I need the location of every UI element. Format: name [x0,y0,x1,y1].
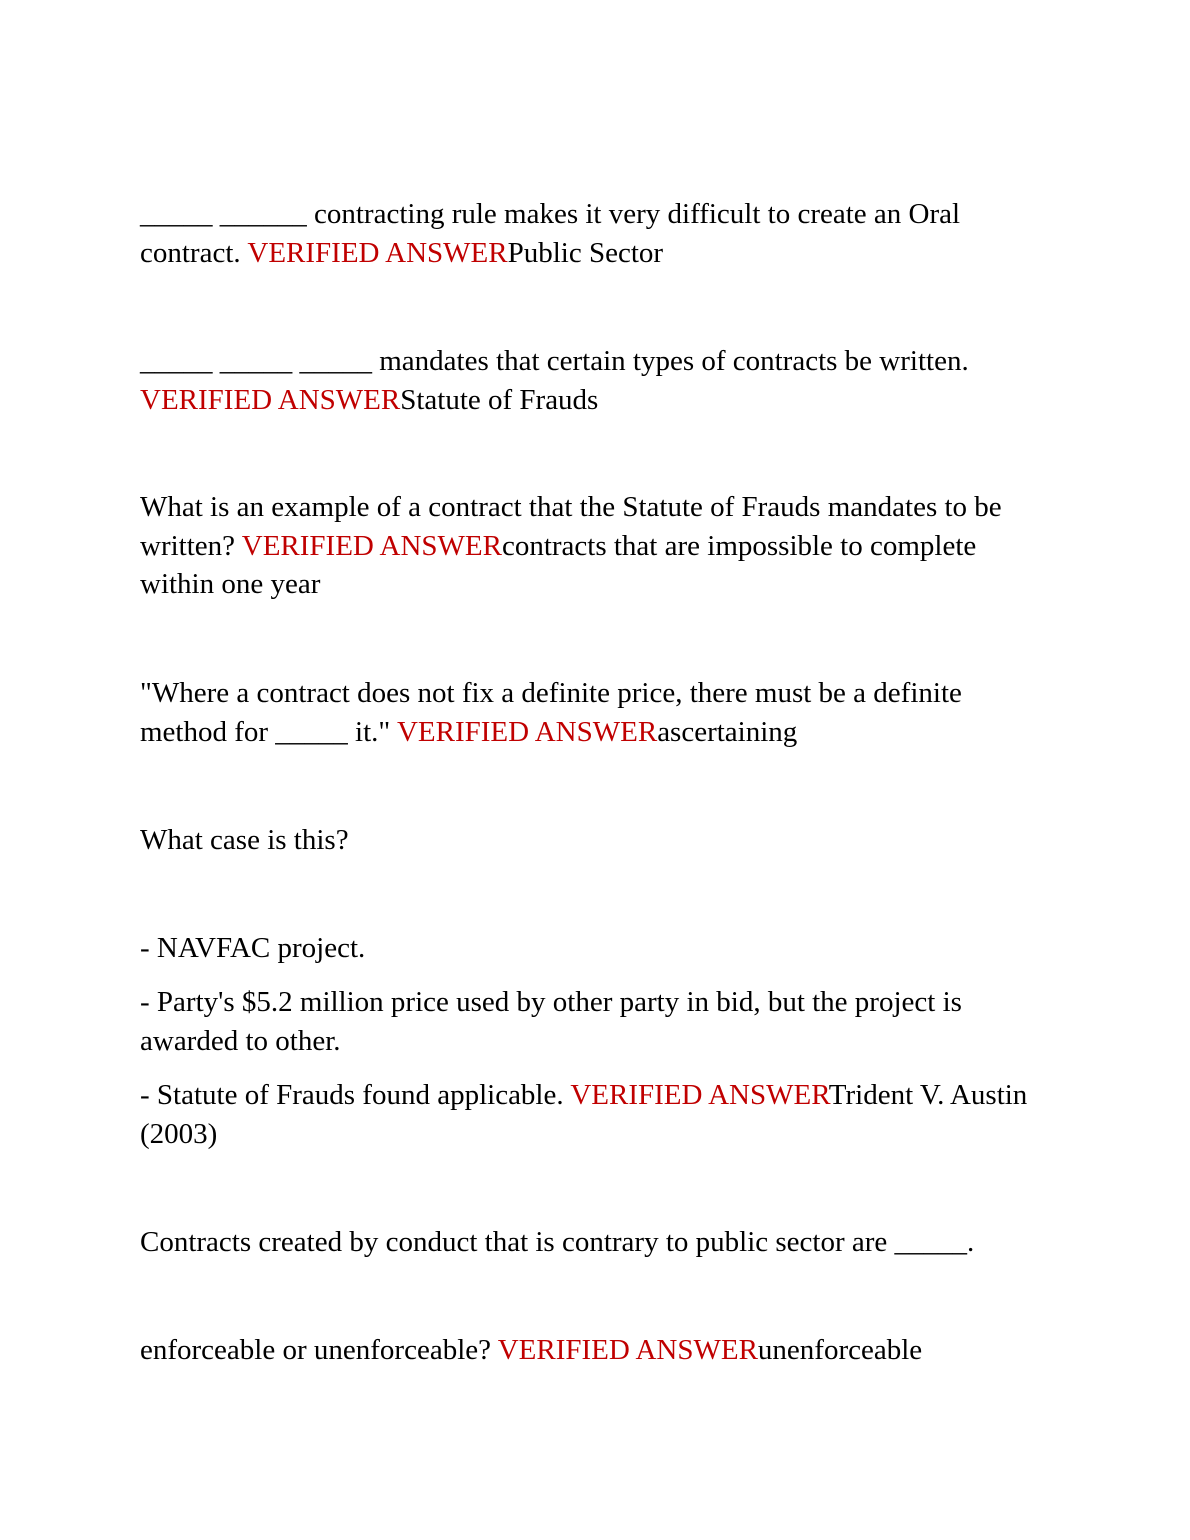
answer-text: ascertaining [657,715,798,748]
question-text: _____ _____ _____ mandates that certain types of contracts be written. [140,345,969,377]
verified-answer-label: VERIFIED ANSWER [247,236,508,269]
verified-answer-label: VERIFIED ANSWER [140,383,401,416]
verified-answer-label: VERIFIED ANSWER [241,529,502,562]
qa-item-5-bullet-1 [140,929,1040,968]
qa-item-6 [140,1223,1040,1262]
question-text: What case is this? [140,824,349,856]
qa-item-2 [140,342,1040,419]
answer-text: contracts that are impossible to complete within one year [140,529,977,600]
question-text: Contracts created by conduct that is contrary to public sector are _____. [140,1226,975,1258]
verified-answer-label: VERIFIED ANSWER [497,1334,758,1366]
qa-item-7 [140,1331,1040,1370]
verified-answer-label: VERIFIED ANSWER [396,715,658,748]
answer-text: Trident V. Austin (2003) [140,1079,1028,1150]
answer-text: unenforceable [757,1334,923,1366]
qa-item-5-bullet-2 [140,983,1040,1060]
question-text: enforceable or unenforceable? [140,1334,498,1366]
question-text: What is an example of a contract that the Statute of Frauds mandates to be written? [140,491,1002,562]
qa-item-1 [140,195,1040,272]
bullet-text: - NAVFAC project. [140,932,366,964]
verified-answer-label: VERIFIED ANSWER [570,1079,829,1111]
qa-item-4 [140,674,1040,751]
question-text: "Where a contract does not fix a definite price, there must be a definite method for _____ it." [140,677,962,748]
question-text: _____ ______ contracting rule makes it very difficult to create an Oral contract. [140,198,961,269]
answer-text: Statute of Frauds [400,383,599,416]
qa-item-3 [140,488,1040,604]
bullet-text: - Statute of Frauds found applicable. [140,1079,571,1111]
bullet-text: - Party's $5.2 million price used by other party in bid, but the project is awarded to other. [140,986,962,1057]
qa-item-5-bullet-3 [140,1076,1040,1153]
answer-text: Public Sector [507,236,664,269]
qa-item-5-intro [140,821,1040,860]
